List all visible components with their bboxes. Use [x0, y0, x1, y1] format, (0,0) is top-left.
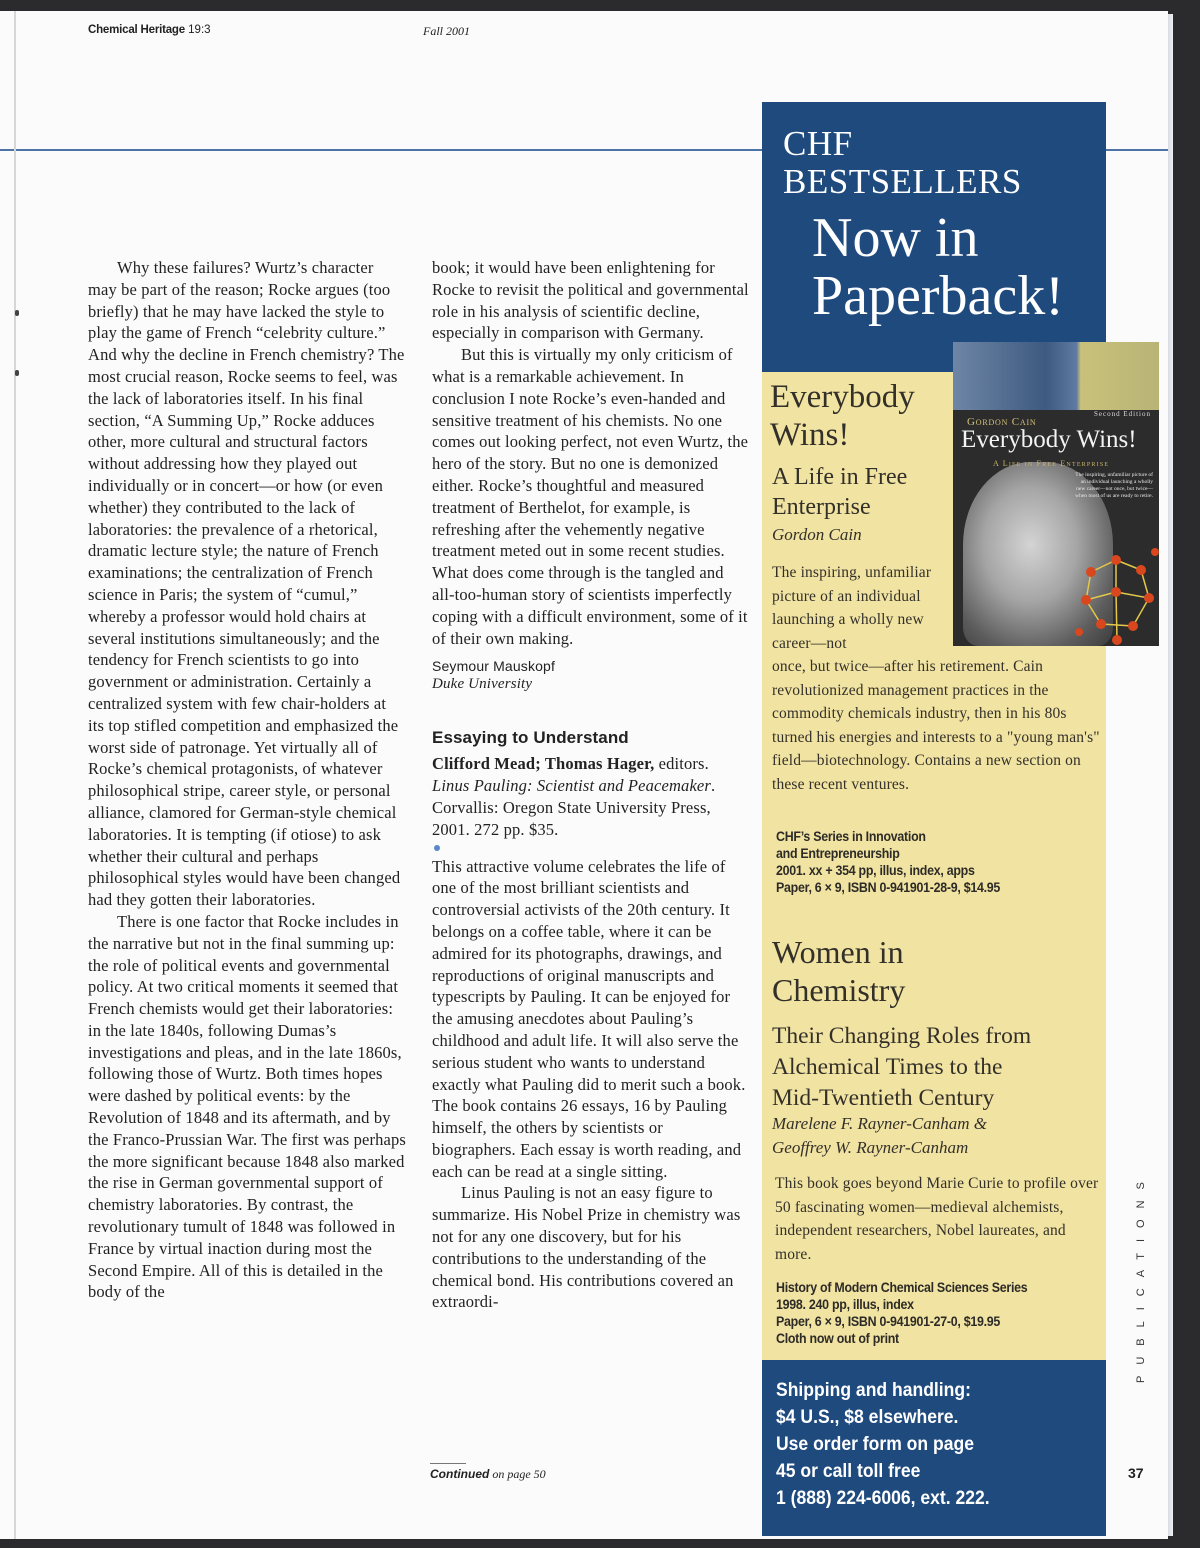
book1-subtitle	[772, 462, 907, 522]
page-number: 37	[1128, 1465, 1144, 1481]
reviewer-affiliation: Duke University	[432, 676, 533, 693]
book1-subtitle-line: Enterprise	[772, 494, 871, 520]
binding-staple	[15, 370, 19, 376]
continued-label: Continued	[430, 1467, 490, 1481]
book-cover-image	[953, 342, 1159, 646]
book1-description: The inspiring, unfamiliar picture of an individual launching a wholly new career—not	[772, 564, 932, 652]
book2-author-line: Marelene F. Rayner-Canham &	[772, 1114, 987, 1133]
spec-line: CHF’s Series in Innovation	[776, 829, 926, 844]
book2-description: This book goes beyond Marie Curie to profile over 50 fascinating women—medieval alchemists, independent researchers, Nobel laureates, and more.	[775, 1175, 1099, 1263]
continued-rule	[430, 1463, 466, 1464]
spec-line: Paper, 6 × 9, ISBN 0-941901-27-0, $19.95	[776, 1314, 1001, 1329]
editors-role: editors.	[658, 754, 709, 774]
book1-subtitle-line: A Life in Free	[772, 464, 908, 490]
publication-name: Chemical Heritage	[88, 24, 185, 36]
spec-line: History of Modern Chemical Sciences Series	[776, 1280, 1028, 1295]
reviewer-name: Seymour Mauskopf	[432, 658, 556, 675]
cover-blurb: The inspiring, unfamiliar picture of an individual launching a wholly new career—not once, but twice—when most of us are ready to retire.	[1075, 472, 1153, 499]
ad-kicker-line: BESTSELLERS	[783, 162, 1022, 201]
book-editors: Clifford Mead; Thomas Hager,	[432, 754, 655, 774]
book1-title-line: Everybody	[770, 379, 915, 415]
book1-title-line: Wins!	[770, 417, 850, 453]
book1-specs	[776, 828, 1000, 896]
book1-author: Gordon Cain	[772, 525, 862, 544]
ad-headline	[812, 209, 1064, 325]
molecule-icon	[1071, 542, 1159, 646]
spec-line: 1998. 240 pp, illus, index	[776, 1297, 914, 1312]
binding-staple	[15, 310, 19, 316]
page-edge	[1168, 14, 1173, 1536]
spec-line: 2001. xx + 354 pp, illus, index, apps	[776, 863, 975, 878]
spec-line: and Entrepreneurship	[776, 846, 900, 861]
magazine-page	[0, 11, 1168, 1539]
book2-subtitle	[772, 1021, 1031, 1114]
book2-specs	[776, 1279, 1027, 1347]
publisher-info: Corvallis: Oregon State University Press, 2001. 272 pp. $35.	[432, 797, 711, 839]
article-column-1	[88, 257, 406, 1303]
continued-page: on page 50	[492, 1467, 546, 1481]
book2-authors	[772, 1112, 987, 1160]
cover-title: Everybody Wins!	[961, 426, 1137, 453]
bullet-icon	[434, 845, 440, 851]
running-head	[88, 24, 211, 36]
section-heading: Essaying to Understand	[432, 728, 629, 748]
spec-line: Cloth now out of print	[776, 1331, 899, 1346]
book2-author-line: Geoffrey W. Rayner-Canham	[772, 1138, 969, 1157]
book-title: Linus Pauling: Scientist and Peacemaker	[432, 776, 711, 796]
book2-subtitle-line: Mid-Twentieth Century	[772, 1085, 995, 1111]
book1-title	[770, 378, 915, 454]
paragraph: There is one factor that Rocke includes in the narrative but not in the final summing up: the role of political events and governmental policy. At two critical moments it seemed that French chemists would get their laboratories: in the late 1840s, following Dumas’s investigations and pleas, and in the late 1860s, following those of Wurtz. Both times hopes were dashed by political events: by the Revolution of 1848 and its aftermath, and by the Franco-Prussian War. The first was perhaps the more significant because 1848 also marked the rise in German governmental support of chemistry laboratories. By contrast, the revolutionary tumult of 1848 was followed in France by virtual inaction during most the Second Empire. All of this is detailed in the body of the	[88, 911, 406, 1302]
section-side-label: PUBLICATIONS	[1135, 1171, 1147, 1383]
paragraph: But this is virtually my only criticism of what is a remarkable achievement. In conclusion I note Rocke’s even-handed and sensitive treatment of his chemists. No one comes out looking perfect, not even Wurtz, the hero of the story. But no one is demonized either. Rocke’s thoughtful and measured treatment of Berthelot, for example, is refreshing after the vehemently negative treatment meted out in some recent studies. What does come through is the tangled and all-too-human story of scientists imperfectly coping with a difficult environment, some of it of their own making.	[432, 345, 749, 648]
paragraph: Linus Pauling is not an easy figure to summarize. His Nobel Prize in chemistry was not for any one discovery, but for his contributions to the understanding of the chemical bond. His contributions covered an extraordi-	[432, 1183, 741, 1312]
spec-line: Paper, 6 × 9, ISBN 0-941901-28-9, $14.95	[776, 880, 1001, 895]
book2-title-line: Chemistry	[772, 972, 906, 1008]
ad-kicker	[783, 125, 1022, 201]
ad-headline-line: Now in	[812, 207, 979, 269]
shipping-line: $4 U.S., $8 elsewhere.	[776, 1406, 959, 1428]
binding-gutter	[14, 11, 16, 1539]
book2-subtitle-line: Their Changing Roles from	[772, 1023, 1032, 1049]
issue-number: 19:3	[188, 24, 211, 36]
issue-date: Fall 2001	[423, 24, 470, 38]
shipping-line: Use order form on page	[776, 1433, 974, 1455]
paragraph: book; it would have been enlightening for Rocke to revisit the political and governmental role in his analysis of scientific decline, especially in comparison with Germany.	[432, 258, 749, 343]
bibliographic-entry: Clifford Mead; Thomas Hager, editors. Linus Pauling: Scientist and Peacemaker. Corvallis: Oregon State University Press, 2001. 272 pp. $35.	[432, 754, 716, 839]
ad-headline-line: Paperback!	[812, 265, 1064, 327]
cover-edition: Second Edition	[1094, 410, 1151, 418]
phone-number[interactable]: 1 (888) 224-6006, ext. 222.	[776, 1487, 990, 1509]
cover-author: Gordon Cain	[967, 416, 1037, 428]
book2-title	[772, 933, 905, 1009]
shipping-line: Shipping and handling:	[776, 1379, 971, 1401]
cover-subtitle: A Life in Free Enterprise	[993, 459, 1110, 468]
article-column-2	[432, 257, 750, 1313]
paragraph: Why these failures? Wurtz’s character may be part of the reason; Rocke argues (too briefly) that he may have lacked the style to play the game of French “celebrity culture.” And why the decline in French chemistry? The most crucial reason, Rocke seems to feel, was the lack of laboratories itself. In his final section, “A Summing Up,” Rocke adduces other, more cultural and structural factors without addressing how they played out individually or in concert—or how (or even whether) they contributed to the lack of laboratories: the prevalence of a rhetorical, dramatic lecture style; the nature of French examinations; the centralization of French science in Paris; the system of “cumul,” whereby a professor would hold chairs at several institutions simultaneously; and the tendency for French scientists to go into government or administration. Certainly a centralized system with few chair-holders at its top stifled competition and emphasized the worst side of patronage. Yet virtually all of Rocke’s chemical protagonists, of whatever philosophical stripe, career style, or personal alliance, clamored for German-style chemical laboratories. It is tempting (if otiose) to ask whether their cultural and perhaps philosophical styles would have been changed had they gotten their laboratories.	[88, 258, 405, 910]
book1-description-cont: once, but twice—after his retirement. Cain revolutionized management practices in the commodity chemicals industry, then in his 80s turned his energies and interests to a "young man's" field—biotechnology. Contains a new section on these recent ventures.	[772, 658, 1100, 793]
continued-note[interactable]	[430, 1467, 546, 1482]
paragraph: This attractive volume celebrates the life of one of the most brilliant scientists and controversial activists of the 20th century. It belongs on a coffee table, where it can be admired for its photographs, drawings, and reproductions of original manuscripts and typescripts by Pauling. It can be enjoyed for the amusing anecdotes about Pauling’s childhood and adult life. It will also serve the serious student who wants to understand exactly what Pauling did to merit such a book. The book contains 26 essays, 16 by Pauling himself, the others by scientists or biographers. Each essay is worth reading, and each can be read at a single sitting.	[432, 856, 746, 1181]
book2-subtitle-line: Alchemical Times to the	[772, 1054, 1003, 1080]
shipping-line: 45 or call toll free	[776, 1460, 921, 1482]
cover-industrial-photo	[953, 342, 1159, 410]
ad-kicker-line: CHF	[783, 124, 853, 163]
shipping-info	[776, 1377, 990, 1512]
book2-title-line: Women in	[772, 934, 904, 970]
